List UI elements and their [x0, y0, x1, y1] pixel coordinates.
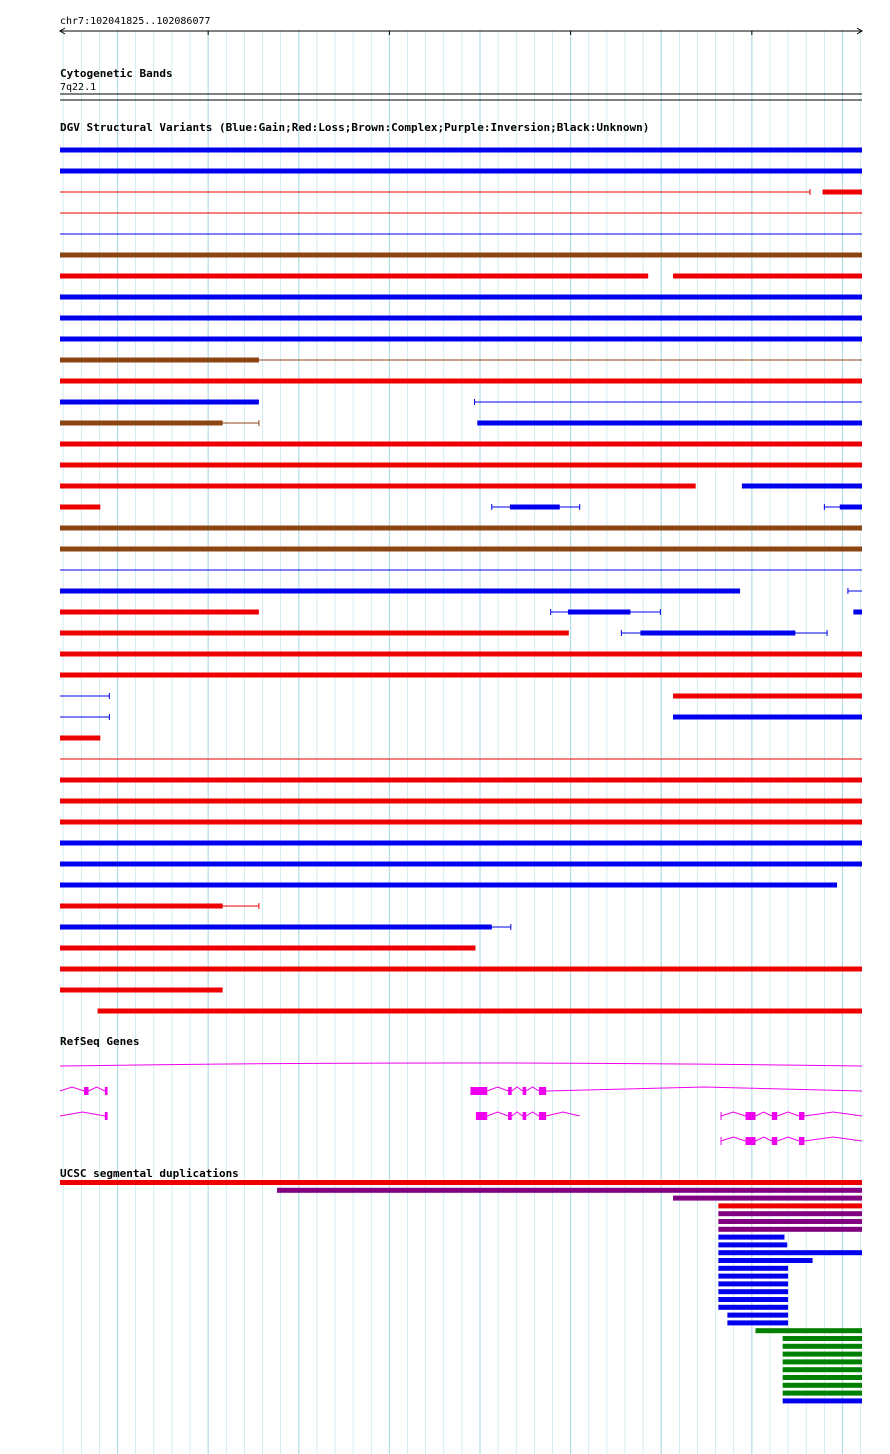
gene-intron	[755, 1112, 771, 1116]
variant-bar	[60, 337, 862, 342]
gene-exon	[772, 1137, 777, 1145]
segdup-bar	[718, 1305, 788, 1310]
cytoband-track-title: Cytogenetic Bands	[60, 67, 173, 80]
variant-bar	[60, 967, 862, 972]
variant-bar	[60, 610, 259, 615]
segdup-bar	[718, 1297, 788, 1302]
gene-intron	[89, 1087, 105, 1091]
gene-intron	[526, 1087, 539, 1091]
segdup-bar	[783, 1367, 862, 1372]
locus-label: chr7:102041825..102086077	[60, 16, 211, 27]
gene-intron	[546, 1112, 580, 1116]
variant-bar	[60, 379, 862, 384]
gene-intron	[512, 1087, 523, 1091]
variant-bar	[823, 190, 862, 195]
variant-bar	[60, 295, 862, 300]
segdup-bar	[718, 1203, 862, 1208]
variant-bar	[60, 547, 862, 552]
segdup-bar	[718, 1250, 862, 1255]
variant-bar	[60, 274, 648, 279]
gene-exon	[746, 1137, 756, 1145]
variant-bar	[853, 610, 862, 615]
variant-bar	[477, 421, 862, 426]
segdup-bar	[718, 1219, 862, 1224]
gene-intron	[721, 1112, 745, 1116]
variant-bar	[60, 778, 862, 783]
segdup-bar	[783, 1383, 862, 1388]
variant-bar	[60, 883, 837, 888]
segdup-track	[60, 1167, 862, 1403]
variant-bar	[60, 358, 259, 363]
segdup-bar	[718, 1266, 788, 1271]
variant-bar	[568, 610, 631, 615]
gene-exon	[539, 1112, 546, 1120]
segdup-bar	[718, 1289, 788, 1294]
segdup-bar	[783, 1352, 862, 1357]
gene-intron	[755, 1137, 771, 1141]
variant-bar	[60, 820, 862, 825]
variant-bar	[60, 736, 100, 741]
variant-bar	[60, 463, 862, 468]
segdup-bar	[727, 1320, 788, 1325]
gene-intron	[804, 1137, 862, 1141]
variant-bar	[840, 505, 862, 510]
variant-bar	[510, 505, 560, 510]
variant-bar	[60, 925, 492, 930]
gene-exon	[539, 1087, 546, 1095]
variant-bar	[60, 526, 862, 531]
variant-bar	[60, 841, 862, 846]
dgv-track-title: DGV Structural Variants (Blue:Gain;Red:Loss;Brown:Complex;Purple:Inversion;Black:Unknown)	[60, 121, 650, 134]
coordinate-ruler	[60, 16, 862, 35]
segdup-bar	[727, 1313, 788, 1318]
refseq-track	[60, 1035, 862, 1145]
segdup-bar	[718, 1274, 788, 1279]
variant-bar	[60, 589, 740, 594]
segdup-bar	[673, 1196, 862, 1201]
segdup-bar	[783, 1398, 862, 1403]
variant-bar	[60, 862, 862, 867]
variant-bar	[60, 673, 862, 678]
gene-intron	[546, 1087, 862, 1091]
gene-exon	[476, 1112, 487, 1120]
gene-exon	[799, 1137, 804, 1145]
variant-bar	[60, 904, 223, 909]
variant-bar	[60, 316, 862, 321]
variant-bar	[640, 631, 795, 636]
segdup-bar	[718, 1281, 788, 1286]
gene-exon	[105, 1087, 108, 1095]
segdup-bar	[718, 1242, 787, 1247]
gene-exon	[508, 1112, 512, 1120]
gene-intron	[60, 1087, 84, 1091]
gene-intron	[60, 1112, 105, 1116]
variant-bar	[60, 169, 862, 174]
variant-bar	[673, 694, 862, 699]
variant-bar	[98, 1009, 862, 1014]
gene-exon	[84, 1087, 89, 1095]
gene-exon	[799, 1112, 804, 1120]
variant-bar	[60, 652, 862, 657]
segdup-bar	[718, 1258, 812, 1263]
segdup-bar	[783, 1359, 862, 1364]
variant-bar	[673, 274, 862, 279]
variant-bar	[60, 988, 223, 993]
dgv-track	[60, 121, 862, 1014]
variant-bar	[60, 946, 475, 951]
gene-intron	[721, 1137, 745, 1141]
variant-bar	[673, 715, 862, 720]
gene-exon	[508, 1087, 512, 1095]
grid-lines	[63, 30, 860, 1454]
variant-bar	[60, 442, 862, 447]
gene-exon	[471, 1087, 487, 1095]
refseq-track-title: RefSeq Genes	[60, 1035, 140, 1048]
gene-intron	[526, 1112, 539, 1116]
variant-bar	[60, 799, 862, 804]
segdup-bar	[60, 1180, 862, 1185]
variant-bar	[60, 421, 223, 426]
segdup-bar	[755, 1328, 862, 1333]
gene-exon	[105, 1112, 108, 1120]
gene-exon	[746, 1112, 756, 1120]
segdup-bar	[718, 1227, 862, 1232]
gene-intron	[512, 1112, 523, 1116]
segdup-bar	[783, 1344, 862, 1349]
gene-intron	[487, 1087, 508, 1091]
cytoband-track	[60, 67, 862, 100]
variant-bar	[60, 400, 259, 405]
segdup-bar	[783, 1336, 862, 1341]
variant-bar	[60, 484, 696, 489]
variant-bar	[60, 631, 569, 636]
segdup-bar	[718, 1235, 784, 1240]
gene-intron	[487, 1112, 508, 1116]
gene-exon	[772, 1112, 777, 1120]
gene-exon	[523, 1112, 527, 1120]
gene-intron	[60, 1063, 862, 1066]
segdup-bar	[783, 1375, 862, 1380]
gene-exon	[523, 1087, 527, 1095]
segdup-bar	[783, 1391, 862, 1396]
variant-bar	[60, 253, 862, 258]
variant-bar	[60, 505, 100, 510]
segdup-bar	[277, 1188, 862, 1193]
segdup-bar	[718, 1211, 862, 1216]
segdup-track-title: UCSC segmental duplications	[60, 1167, 239, 1180]
cytoband-name: 7q22.1	[60, 82, 97, 93]
variant-bar	[60, 148, 862, 153]
variant-bar	[742, 484, 862, 489]
gene-intron	[804, 1112, 862, 1116]
